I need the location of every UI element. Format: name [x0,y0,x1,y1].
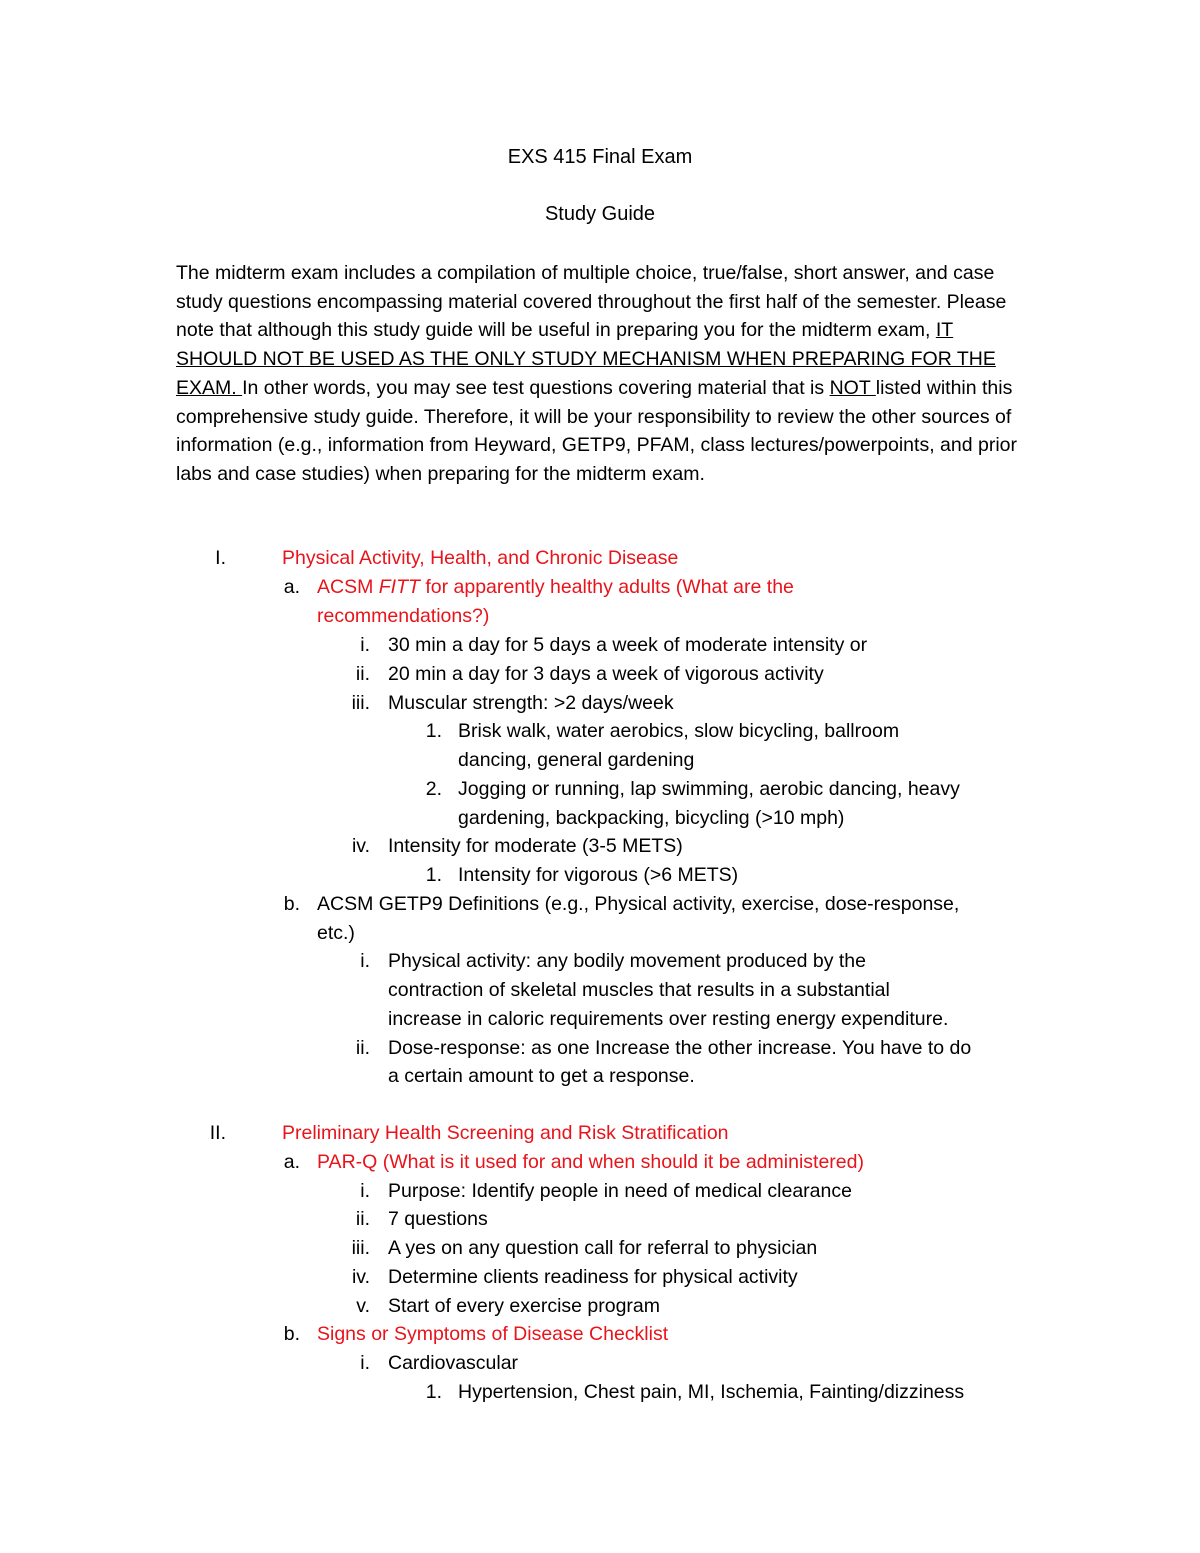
list-item-cont: a certain amount to get a response. [388,1065,695,1087]
item-label: i. [360,950,370,972]
section-1-a-heading-cont: recommendations?) [317,605,490,627]
list-item-cont: contraction of skeletal muscles that results in a substantial [388,979,890,1001]
section-1-a-heading [317,573,794,602]
section-1-b-heading: ACSM GETP9 Definitions (e.g., Physical activity, exercise, dose-response, [317,893,960,915]
item-label: ii. [355,1208,370,1230]
section-1-a-post: for apparently healthy adults (What are the [419,576,794,598]
section-2-a-label: a. [283,1151,300,1173]
list-item: Brisk walk, water aerobics, slow bicycling, ballroom [458,720,900,742]
item-label: iv. [351,835,370,857]
section-1-a-fitt: FITT [378,576,420,598]
list-item: Cardiovascular [388,1352,519,1374]
intro-text-2: In other words, you may see test questions covering material that is [242,376,830,399]
list-item-cont: increase in caloric requirements over resting energy expenditure. [388,1008,949,1030]
list-item: Dose-response: as one Increase the other increase. You have to do [388,1037,972,1059]
item-label: 1. [425,1381,442,1403]
intro-emphasis: IT SHOULD NOT BE USED AS THE ONLY STUDY MECHANISM WHEN PREPARING FOR THE EXAM. [176,319,996,399]
section-1-a-label: a. [283,576,300,598]
item-label: ii. [355,1037,370,1059]
item-label: iv. [351,1266,370,1288]
list-item: Intensity for vigorous (>6 METS) [458,864,739,886]
item-label: 1. [425,864,442,886]
list-item: 20 min a day for 3 days a week of vigorous activity [388,663,824,685]
list-item: Hypertension, Chest pain, MI, Ischemia, Fainting/dizziness [458,1381,965,1403]
item-label: 2. [425,778,442,800]
list-item: Determine clients readiness for physical activity [388,1266,798,1288]
list-item: Start of every exercise program [388,1295,661,1317]
section-2-heading: Preliminary Health Screening and Risk Stratification [282,1122,729,1144]
section-2-b-label: b. [283,1323,300,1345]
list-item: Jogging or running, lap swimming, aerobic dancing, heavy [458,778,960,800]
list-item: Purpose: Identify people in need of medical clearance [388,1180,852,1202]
document-subtitle: Study Guide [544,203,656,225]
item-label: v. [356,1295,370,1317]
intro-paragraph [176,259,1036,489]
list-item-cont: dancing, general gardening [458,749,695,771]
item-label: i. [360,1352,370,1374]
intro-text-1: The midterm exam includes a compilation of multiple choice, true/false, short answer, and case study questions encompassing material covered throughout the first half of the semester. Please note that although this study guide will be useful in preparing you for the midterm exam, [176,262,1007,342]
section-2-a-heading: PAR-Q (What is it used for and when should it be administered) [317,1151,864,1173]
section-1-numeral: I. [215,547,226,569]
list-item: 7 questions [388,1208,488,1230]
item-label: i. [360,1180,370,1202]
section-1-a-pre: ACSM [317,576,379,598]
item-label: 1. [425,720,442,742]
section-2-b-heading: Signs or Symptoms of Disease Checklist [317,1323,669,1345]
item-label: iii. [351,1237,370,1259]
section-1-heading: Physical Activity, Health, and Chronic Disease [282,547,679,569]
section-1-b-label: b. [283,893,300,915]
list-item: Physical activity: any bodily movement produced by the [388,950,866,972]
list-item: 30 min a day for 5 days a week of moderate intensity or [388,634,868,656]
item-label: ii. [355,663,370,685]
section-1-b-heading-cont: etc.) [317,922,355,944]
list-item: Muscular strength: >2 days/week [388,692,674,714]
document-title: EXS 415 Final Exam [507,146,693,168]
list-item-cont: gardening, backpacking, bicycling (>10 mph) [458,807,845,829]
item-label: iii. [351,692,370,714]
item-label: i. [360,634,370,656]
list-item: A yes on any question call for referral to physician [388,1237,818,1259]
intro-not-word: NOT [829,376,876,399]
intro-text-3: listed within this comprehensive study guide. Therefore, it will be your responsibility to review the other sources of information (e.g., information from Heyward, GETP9, PFAM, class lectures/powerpoints, and prior labs and case studies) when preparing for the midterm exam. [176,376,1017,485]
list-item: Intensity for moderate (3-5 METS) [388,835,683,857]
section-2-numeral: II. [209,1122,226,1144]
